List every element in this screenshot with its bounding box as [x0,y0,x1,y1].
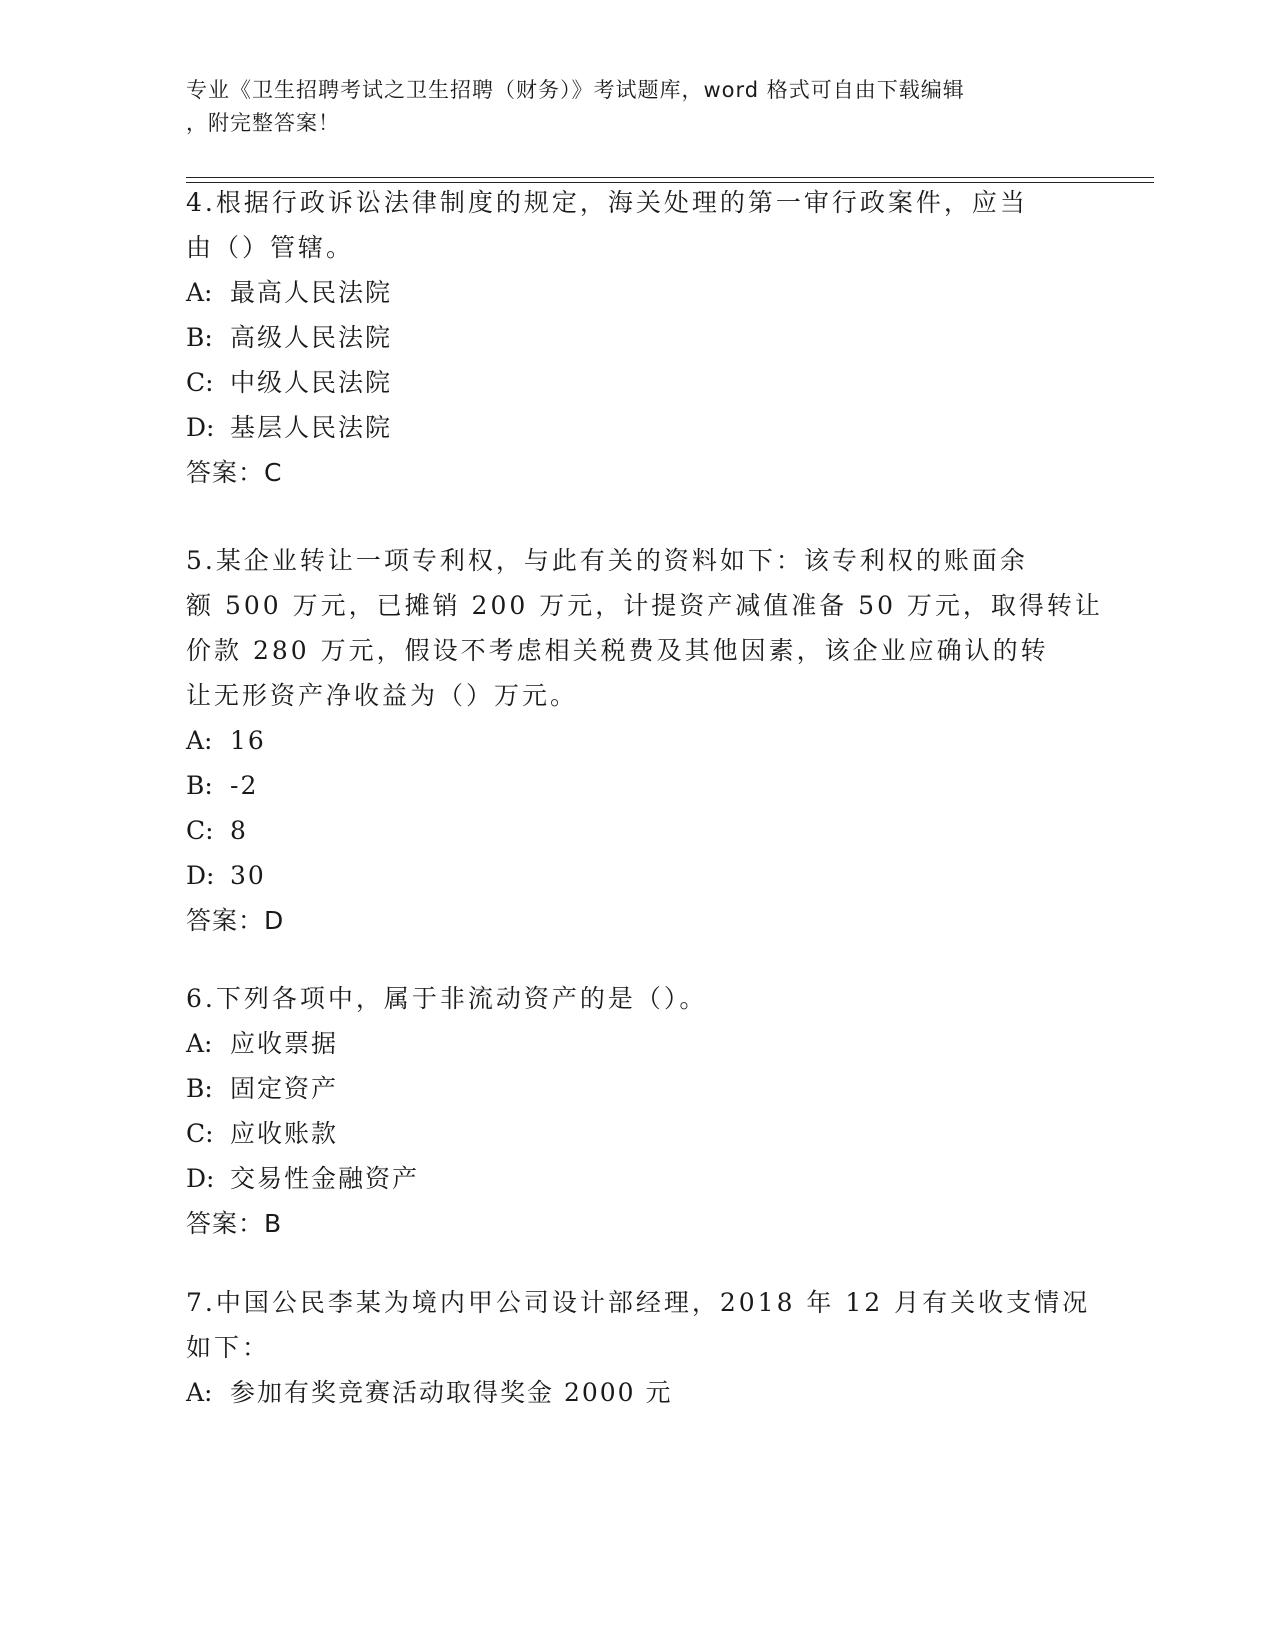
option-letter: A: [186,1029,213,1058]
question-line: 7.中国公民李某为境内甲公司设计部经理，2018 年 12 月有关收支情况 [186,1288,1091,1317]
option-text: 30 [230,861,266,890]
option-letter: C: [186,1119,214,1148]
question-line: 4.根据行政诉讼法律制度的规定，海关处理的第一审行政案件，应当 [186,188,1028,217]
option-text: 应收票据 [230,1029,339,1058]
option-text: 最高人民法院 [230,278,393,307]
header-line-1: 专业《卫生招聘考试之卫生招聘（财务）》考试题库，word 格式可自由下载编辑 [186,78,965,102]
option-letter: A: [186,1378,213,1407]
answer-line: 答案：B [186,1209,283,1238]
question-line: 由（）管辖。 [186,233,355,262]
option-text: 8 [230,816,248,845]
question-text [186,538,1103,718]
question-4 [186,180,1086,495]
option-a [186,1370,1086,1415]
option-letter: A: [186,726,213,755]
question-text [186,976,1086,1021]
option-d [186,405,1086,450]
question-text [186,180,1086,270]
option-text: 交易性金融资产 [230,1164,420,1193]
option-letter: C: [186,368,214,397]
question-line: 6.下列各项中，属于非流动资产的是（）。 [186,984,708,1013]
option-text: 参加有奖竞赛活动取得奖金 2000 元 [230,1378,673,1407]
question-line: 价款 280 万元，假设不考虑相关税费及其他因素，该企业应确认的转 [186,636,1049,665]
question-7 [186,1280,1091,1415]
option-text: 固定资产 [230,1074,339,1103]
option-text: 基层人民法院 [230,413,393,442]
option-a [186,718,1086,763]
option-c [186,1111,1086,1156]
option-a [186,1021,1086,1066]
option-b [186,1066,1086,1111]
option-b [186,315,1086,360]
option-letter: B: [186,1074,213,1103]
header-line-2: ，附完整答案！ [186,111,340,135]
answer-line: 答案：C [186,458,283,487]
option-text: -2 [230,771,259,800]
option-c [186,360,1086,405]
option-letter: D: [186,413,215,442]
question-line: 让无形资产净收益为（）万元。 [186,681,579,710]
header-divider-top [186,177,1154,178]
question-5 [186,538,1103,943]
question-line: 额 500 万元，已摊销 200 万元，计提资产减值准备 50 万元，取得转让 [186,591,1103,620]
option-letter: D: [186,861,215,890]
option-letter: C: [186,816,214,845]
option-letter: A: [186,278,213,307]
answer-line: 答案：D [186,906,285,935]
option-d [186,1156,1086,1201]
question-6 [186,976,1086,1246]
option-text: 应收账款 [230,1119,339,1148]
question-line: 5.某企业转让一项专利权，与此有关的资料如下：该专利权的账面余 [186,546,1028,575]
option-letter: B: [186,771,213,800]
option-text: 16 [230,726,266,755]
option-letter: B: [186,323,213,352]
option-text: 高级人民法院 [230,323,393,352]
question-text [186,1280,1091,1370]
option-text: 中级人民法院 [230,368,393,397]
document-header [186,74,1066,140]
option-c [186,808,1086,853]
question-line: 如下： [186,1333,271,1362]
option-d [186,853,1086,898]
option-b [186,763,1086,808]
option-a [186,270,1086,315]
option-letter: D: [186,1164,215,1193]
